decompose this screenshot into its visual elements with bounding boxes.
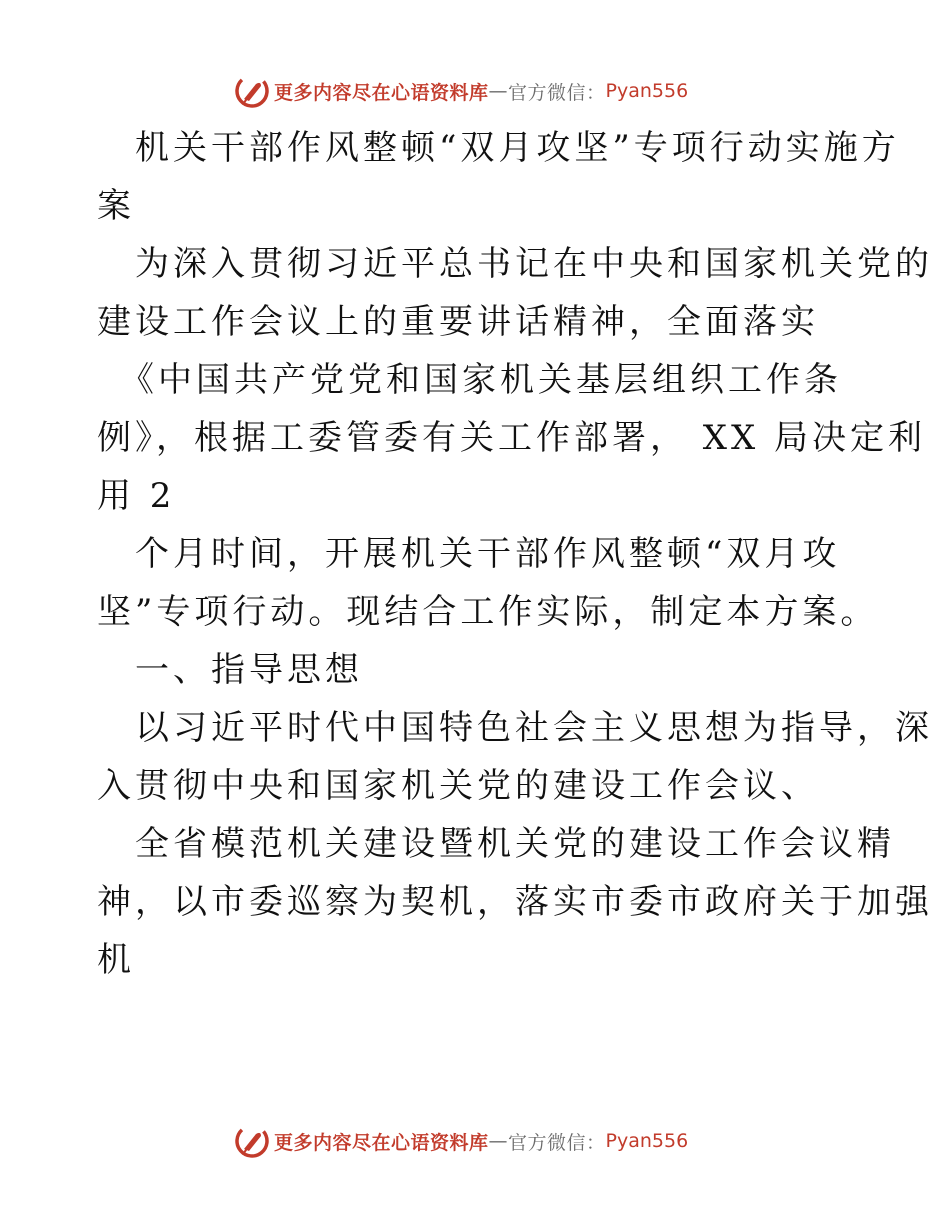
paragraph-line: 入贯彻中央和国家机关党的建设工作会议、 [97, 766, 819, 806]
watermark-wechat-label: 官方微信： [508, 1131, 606, 1154]
document-title-line-2: 案 [97, 186, 135, 226]
watermark-dash: — [488, 80, 509, 102]
footer-watermark [234, 1121, 688, 1161]
watermark-dash: — [488, 1130, 509, 1152]
paragraph-line: 以习近平时代中国特色社会主义思想为指导，深 [135, 708, 933, 748]
paragraph-line: 用 2 [97, 476, 176, 516]
paragraph-line: 《中国共产党党和国家机关基层组织工作条 [120, 360, 842, 400]
paragraph-line: 建设工作会议上的重要讲话精神，全面落实 [97, 302, 819, 342]
paragraph-line: 为深入贯彻习近平总书记在中央和国家机关党的 [135, 244, 933, 284]
quill-logo-icon [234, 1123, 270, 1159]
paragraph-line: 全省模范机关建设暨机关党的建设工作会议精 [135, 824, 895, 864]
quill-logo-icon [234, 73, 270, 109]
watermark-site-text: 更多内容尽在心语资料库 [274, 1131, 489, 1154]
paragraph-line: 机 [97, 940, 135, 980]
watermark-wechat-label: 官方微信： [508, 81, 606, 104]
paragraph-line: 神，以市委巡察为契机，落实市委市政府关于加强 [97, 882, 933, 922]
watermark-wechat-id: Pyan556 [605, 1130, 689, 1152]
header-watermark [234, 71, 688, 111]
paragraph-line: 个月时间，开展机关干部作风整顿“双月攻 [135, 534, 841, 574]
paragraph-line: 例》，根据工委管委有关工作部署， XX 局决定利 [97, 418, 927, 458]
watermark-site-text: 更多内容尽在心语资料库 [274, 81, 489, 104]
document-title-line-1: 机关干部作风整顿“双月攻坚”专项行动实施方 [135, 128, 900, 168]
watermark-wechat-id: Pyan556 [605, 80, 689, 102]
section-heading: 一、指导思想 [135, 650, 363, 690]
paragraph-line: 坚”专项行动。现结合工作实际，制定本方案。 [97, 592, 879, 632]
